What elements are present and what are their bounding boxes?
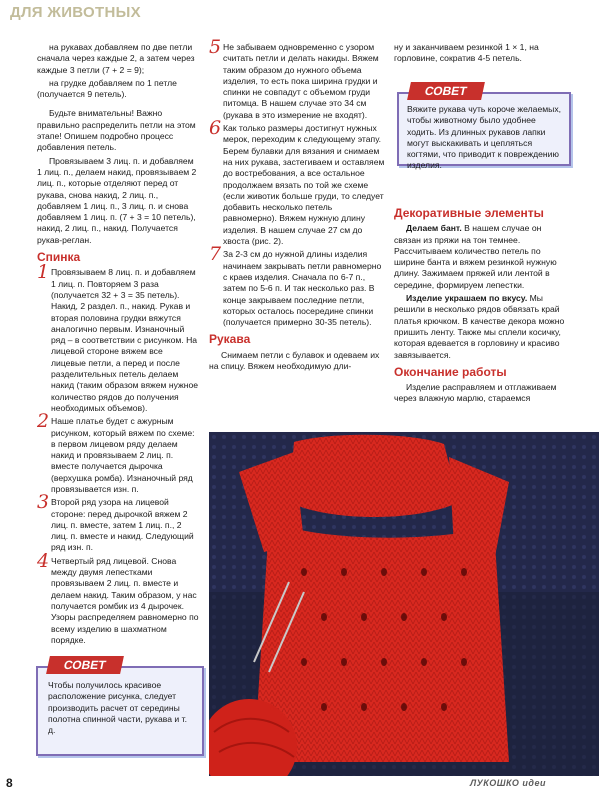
body-text: Мы решили в несколько рядов обвязать край платья крючком. В качестве декора можно пришить ленту. Также мы сплели косичку, которая вдевается в горловину и красиво завязывается. [394, 293, 565, 360]
knitted-dress-illustration [209, 432, 599, 776]
subheading-decor: Декоративные элементы [394, 206, 544, 220]
advice-box-top [397, 84, 571, 171]
text-column-3-continued [394, 208, 569, 407]
paragraph: ну и заканчиваем резинкой 1 × 1, на горловине, сократив 4-5 петель. [394, 42, 539, 64]
step-text: Второй ряд узора на лицевой стороне: перед дырочкой вяжем 2 лиц. п. вместе, затем 1 лиц. п., 2 лиц. п. вместе и накид. Следующий ряд изн. п. [51, 497, 194, 553]
step-number: 7 [209, 243, 222, 266]
step-4 [37, 549, 199, 646]
step-1 [37, 261, 199, 414]
step-number: 2 [37, 410, 50, 433]
section-title: ДЛЯ ЖИВОТНЫХ [10, 4, 141, 21]
step-text: Не забываем одновременно с узором считать петли и делать накиды. Вяжем таким образом до нужного объема изделия, то есть пока ширина грудки и спинки не совпадут с объемом груди питомца. В нашем случае это 34 см (рукава в это измерение не входят). [223, 42, 379, 120]
magazine-name: ЛУКОШКО идеи [470, 778, 546, 788]
paragraph: Изделие расправляем и отглаживаем через влажную марлю, стараемся [394, 382, 557, 404]
step-text: Четвертый ряд лицевой. Снова между двумя лепестками провязываем 2 лиц. п. вместе и делаем накид. Таким образом, у нас получается ромбик из 4 дырочек. Узоры распределяем равномерно по всему изделию в шахматном порядке. [51, 555, 199, 645]
step-number: 5 [209, 36, 222, 58]
step-number: 6 [209, 117, 222, 140]
paragraph-bow [394, 223, 569, 291]
paragraph: Снимаем петли с булавок и одеваем их на спицу. Вяжем необходимую дли- [209, 349, 380, 372]
step-6 [209, 117, 385, 247]
lead-text: Изделие украшаем по вкусу. [406, 293, 528, 304]
text-column-3 [394, 42, 569, 67]
advice-text: Чтобы получилось красивое расположение рисунка, следует производить расчет от середины полотна спинной части, рукава и т. д. [48, 680, 187, 736]
paragraph: на грудке добавляем по 1 петле (получается 9 петель). [37, 77, 177, 100]
lead-text: Делаем бант. [406, 223, 462, 234]
step-text: Наше платье будет с ажурным рисунком, который вяжем по схеме: в первом лицевом ряду делаем накид и провязываем 2 лиц. п. вместе получается дырочка (верхушка ромба). Изнаночный ряд провязывается изн. п. [51, 416, 195, 494]
text-column-2 [209, 36, 385, 374]
paragraph: на рукавах добавляем по две петли сначала через каждые 2, а затем через каждые 3 петли (7 + 2 = 9); [37, 42, 195, 75]
subheading-sleeves: Рукава [209, 332, 251, 347]
page-number: 8 [6, 776, 13, 790]
step-5 [209, 36, 385, 121]
step-number: 4 [37, 549, 50, 572]
paragraph-decor [394, 293, 569, 361]
step-text: Провязываем 8 лиц. п. и добавляем 1 лиц. п. Повторяем 3 раза (получается 32 + 3 = 35 петель). Накид, 2 раздел. п., накид. Рукав и вторая половина грудки вяжутся аналогично первым. Изнаночный ряд – в соответствии с рисунком. На лицевой стороне вяжем все лицевые петли, а перед и после разделительных петель делаем накид (таким образом вяжем нужное количество рядов до получения необходимых объемов). [51, 267, 199, 413]
step-number: 3 [37, 491, 50, 514]
text-column-1 [37, 42, 199, 648]
advice-tag: СОВЕТ [407, 82, 485, 100]
step-3 [37, 491, 199, 553]
advice-text: Вяжите рукава чуть короче желаемых, чтобы животному было удобнее ходить. Из длинных рукавов лапки могут выскакивать и цепляться когтями, что приводит к повреждению изделия. [407, 104, 561, 171]
step-text: Как только размеры достигнут нужных мерок, переходим к следующему этапу. Берем булавки для вязания и снимаем на них рукава, застегиваем и оставляем до востребования, а все остальное продолжаем вязать по той же схеме (если животик больше груди, то следует добавить несколько петель равномерно). Вяжем нужную длину изделия. В нашем случае 27 см до хвоста (рис. 2). [223, 123, 385, 247]
body-text: В нашем случае он связан из пряжи на тон темнее. Рассчитываем количество петель по ширине банта и вяжем резинкой нужную длину. Зажимаем пряжей или лентой в середине, формируем лепестки. [394, 223, 557, 290]
paragraph: Провязываем 3 лиц. п. и добавляем 1 лиц. п., делаем накид, провязываем 2 лиц. п., которые отделяют перед от рукава, снова накид, 2 лиц. п., добавляем 1 лиц. п., 3 лиц. п. и снова добавляем 1 лиц. п. (7 + 3 = 10 петель), накид, 2 лиц. п., накид. Получается рукав-реглан. [37, 155, 197, 245]
paragraph: Будьте внимательны! Важно правильно распределить петли на этом этапе! Опишем подробно процесс добавления петель. [37, 108, 196, 153]
step-7 [209, 243, 385, 328]
page-header [0, 0, 599, 26]
step-2 [37, 410, 199, 495]
step-number: 1 [37, 261, 50, 284]
subheading-back: Спинка [37, 250, 81, 265]
step-text: За 2-3 см до нужной длины изделия начинаем закрывать петли равномерно с краев изделия. Сначала по 6-7 п., затем по 5-6 п. И так несколько раз. В конце закрываем последние петли, которых осталось посередине спинки (получается примерно 30-35 петель). [223, 249, 382, 328]
advice-tag: СОВЕТ [46, 656, 124, 674]
subheading-finish: Окончание работы [394, 364, 507, 379]
knitted-dress-photo [209, 432, 599, 776]
advice-box-bottom [36, 658, 204, 756]
